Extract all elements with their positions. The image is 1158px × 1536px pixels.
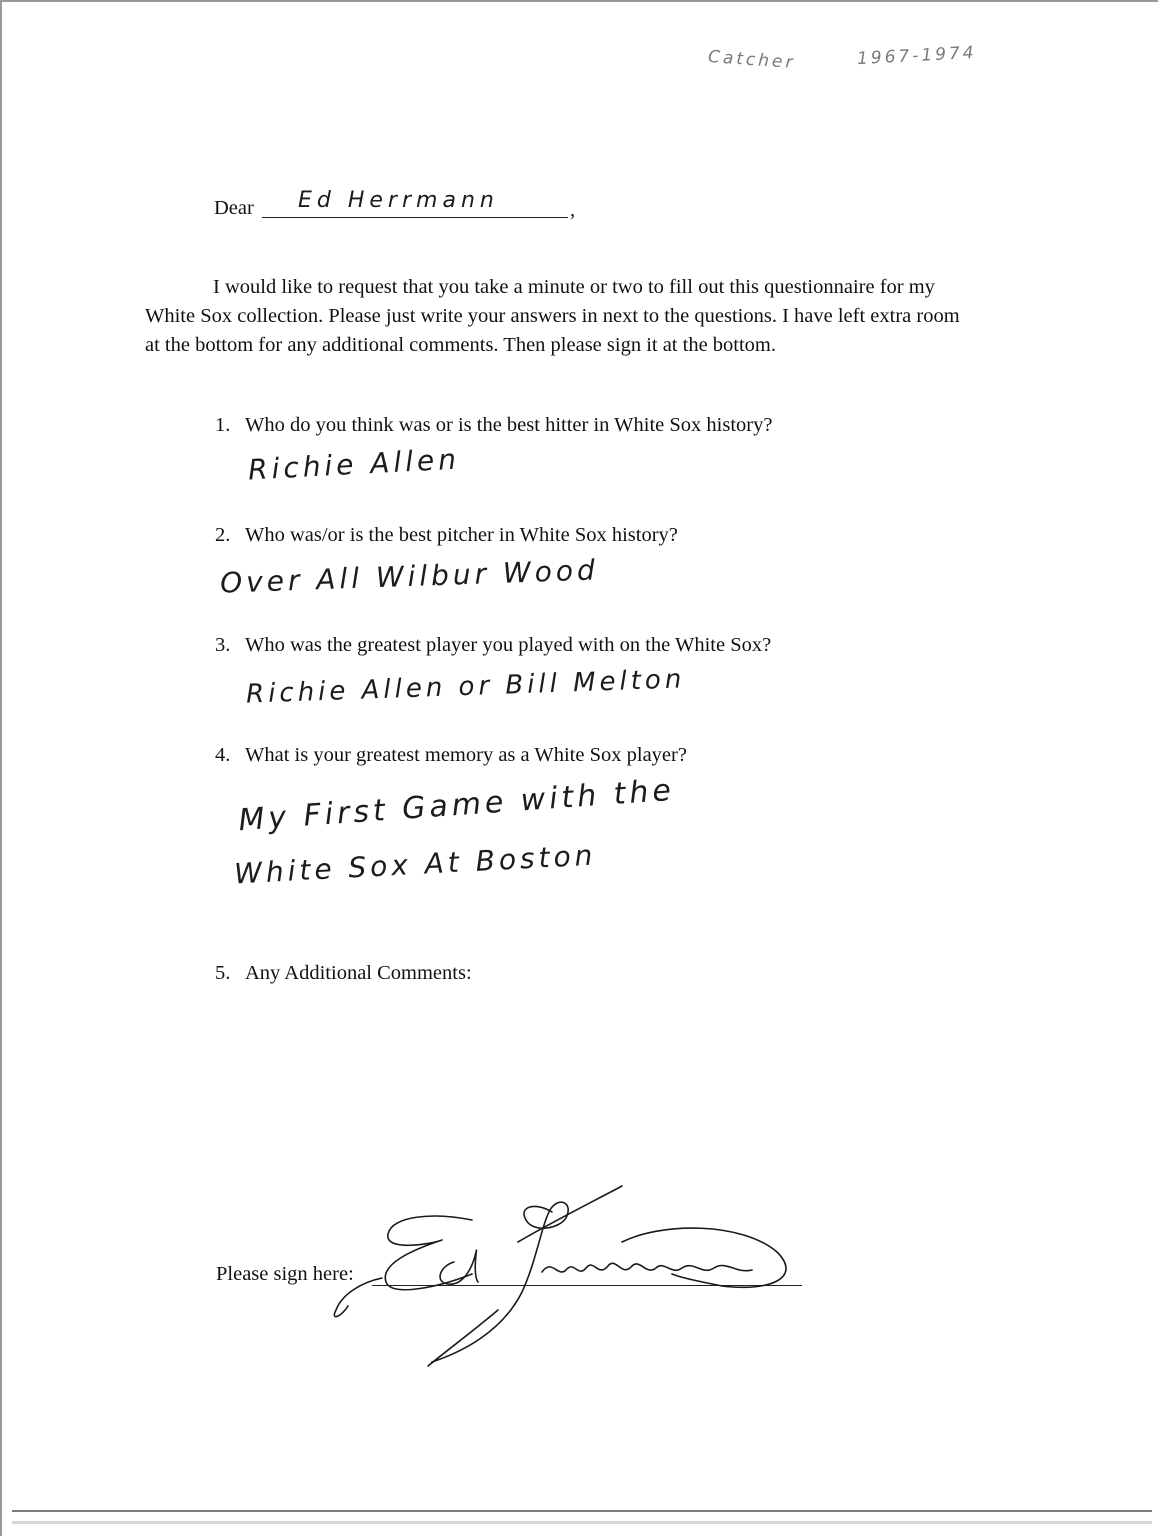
question-4-number: 4. xyxy=(215,744,231,766)
header-position-note: Catcher xyxy=(707,46,797,74)
question-3-text: Who was the greatest player you played with on the White Sox? xyxy=(245,634,772,656)
salutation-handwritten-name: Ed Herrmann xyxy=(298,188,499,213)
signature-label: Please sign here: xyxy=(216,1263,354,1285)
answer-4-line-1: My First Game with the xyxy=(237,772,676,839)
answer-3-line-1: Richie Allen or Bill Melton xyxy=(245,664,686,710)
answer-2-line-1: Over All Wilbur Wood xyxy=(219,553,600,600)
question-3-number: 3. xyxy=(215,634,231,656)
salutation-name-line xyxy=(262,217,568,218)
header-years-note: 1967-1974 xyxy=(856,42,978,70)
answer-1-line-1: Richie Allen xyxy=(247,442,461,487)
question-5 xyxy=(215,959,472,988)
question-1-number: 1. xyxy=(215,414,231,436)
question-2 xyxy=(215,521,678,550)
question-1 xyxy=(215,411,772,440)
question-4-text: What is your greatest memory as a White Sox player? xyxy=(245,744,687,766)
question-3 xyxy=(215,631,771,660)
scan-bottom-edge xyxy=(12,1510,1152,1512)
question-5-text: Any Additional Comments: xyxy=(245,962,472,984)
question-4 xyxy=(215,741,687,770)
question-2-text: Who was/or is the best pitcher in White Sox history? xyxy=(245,524,678,546)
salutation-suffix: , xyxy=(570,199,576,221)
question-1-text: Who do you think was or is the best hitter in White Sox history? xyxy=(245,414,773,436)
question-5-number: 5. xyxy=(215,962,231,984)
question-2-number: 2. xyxy=(215,524,231,546)
intro-paragraph: I would like to request that you take a minute or two to fill out this questionnaire for my White Sox collection. Please just write your answers in next to the questions. I have left extra room at the bottom for any additional comments. Then please sign it at the bottom. xyxy=(145,276,960,356)
salutation-prefix: Dear xyxy=(214,197,254,219)
signature-graphic xyxy=(322,1182,802,1372)
scan-bottom-shadow xyxy=(12,1521,1152,1524)
answer-4-line-2: White Sox At Boston xyxy=(233,838,598,891)
